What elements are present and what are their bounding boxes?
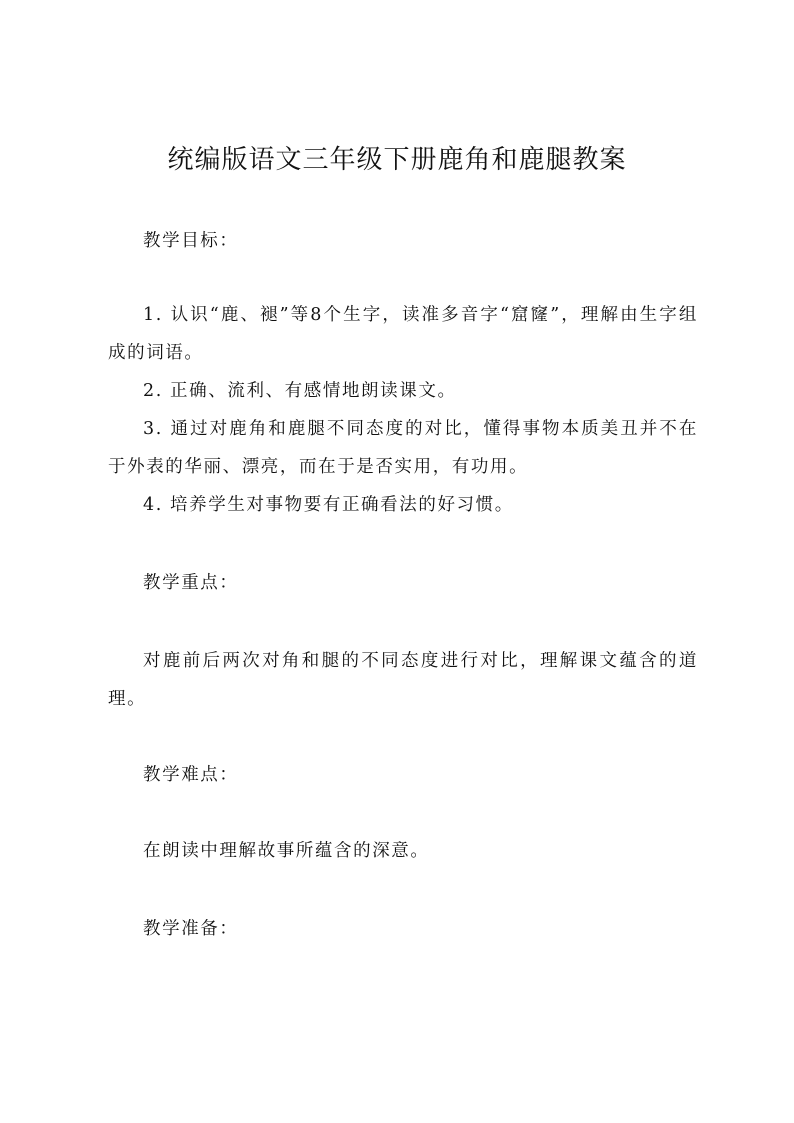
difficulties-text: 在朗读中理解故事所蕴含的深意。 <box>143 841 430 861</box>
difficulties-heading: 教学难点： <box>143 765 239 785</box>
key-points-heading: 教学重点： <box>143 573 239 593</box>
objective-item-4: 4. 培养学生对事物要有正确看法的好习惯。 <box>143 495 514 515</box>
preparation-heading: 教学准备： <box>143 919 239 939</box>
objective-item-1: 1. 认识“鹿、褪”等8个生字，读准多音字“窟窿”，理解由生字组成的词语。 <box>108 305 698 363</box>
objective-item-2: 2. 正确、流利、有感情地朗读课文。 <box>143 381 457 401</box>
key-points-text: 对鹿前后两次对角和腿的不同态度进行对比，理解课文蕴含的道理。 <box>108 651 698 709</box>
objectives-heading: 教学目标： <box>143 231 239 251</box>
document-title: 统编版语文三年级下册鹿角和鹿腿教案 <box>167 145 627 175</box>
objective-item-3: 3. 通过对鹿角和鹿腿不同态度的对比，懂得事物本质美丑并不在于外表的华丽、漂亮，而在于是否实用，有功用。 <box>108 419 698 477</box>
